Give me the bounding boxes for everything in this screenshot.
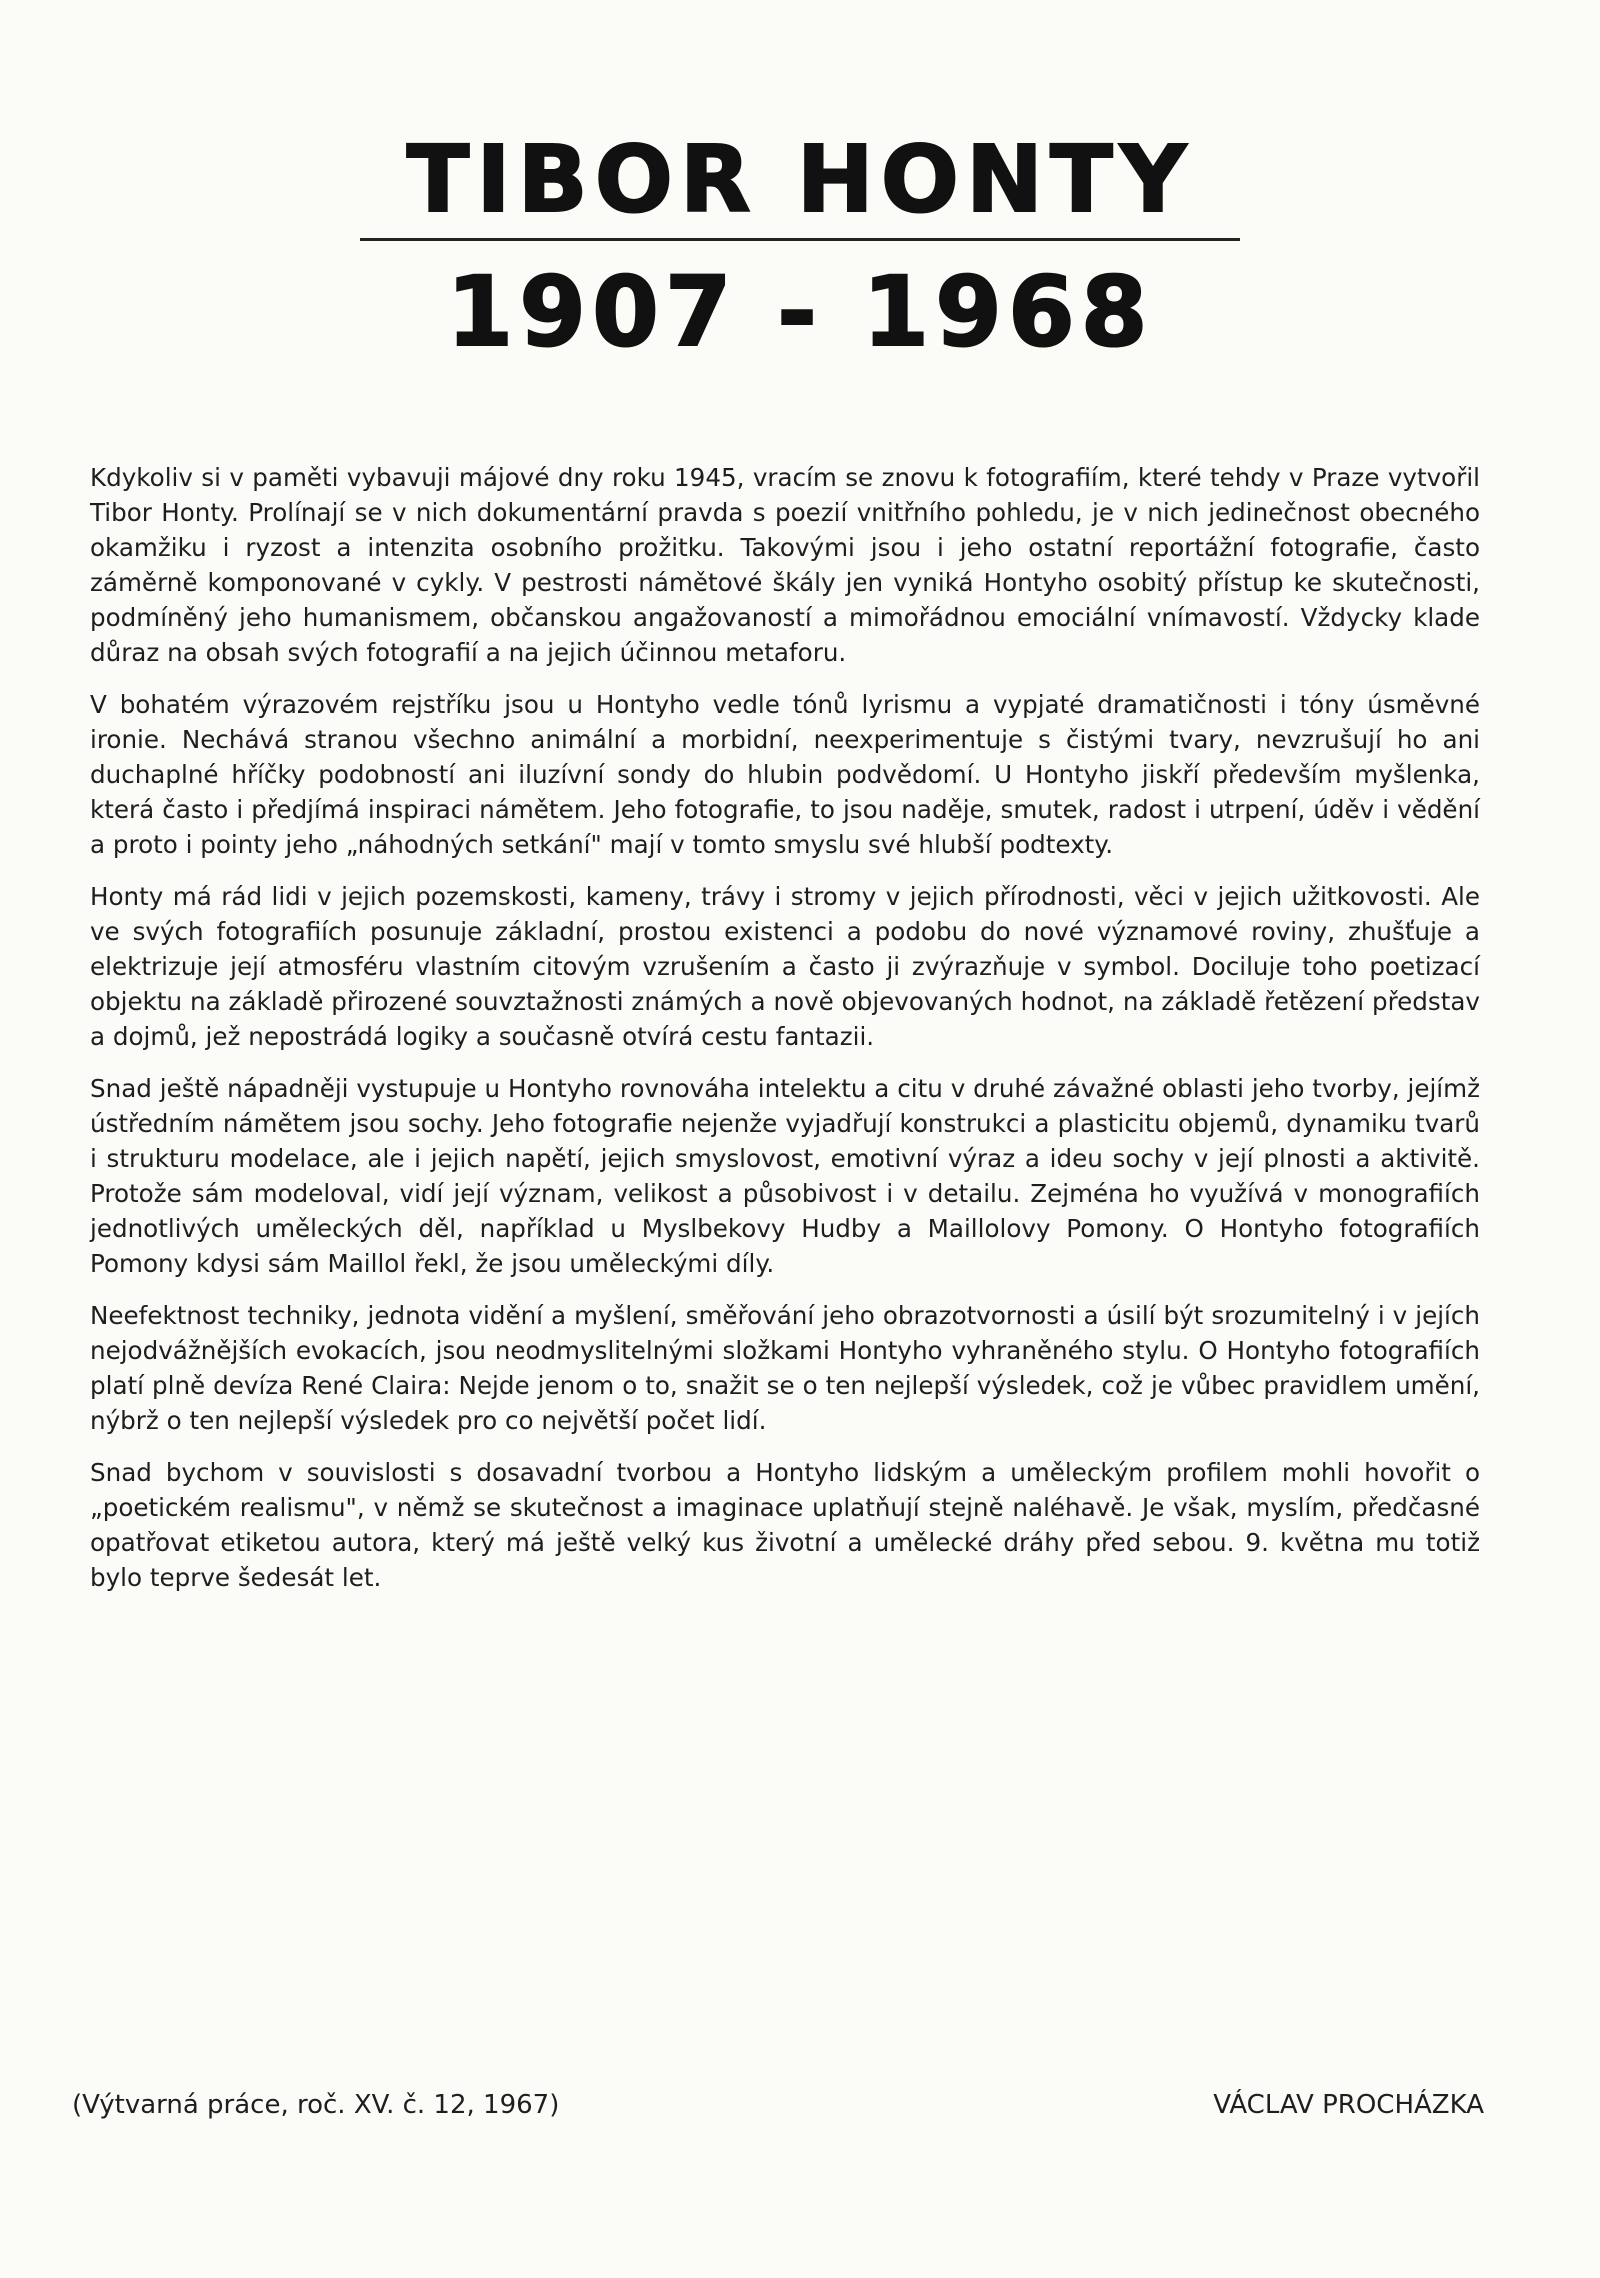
paragraph-6: Snad bychom v souvislosti s dosavadní tvorbou a Hontyho lidským a uměleckým profilem mohli hovořit o „poetickém realismu", v němž se skutečnost a imaginace uplatňují stejně naléhavě. Je však, myslím, předčasné opatřovat etiketou autora, který má ještě velký kus životní a umělecké dráhy před sebou. 9. května mu totiž bylo teprve šedesát let. [90, 1458, 1480, 1592]
paragraph-4: Snad ještě nápadněji vystupuje u Hontyho rovnováha intelektu a citu v druhé závažné oblasti jeho tvorby, jejímž ústředním námětem jsou sochy. Jeho fotografie nejenže vyjadřují konstrukci a plasticitu objemů, dynamiku tvarů i strukturu modelace, ale i jejich napětí, jejich smyslovost, emotivní výraz a ideu sochy v její plnosti a aktivitě. Protože sám modeloval, vidí její význam, velikost a působivost i v detailu. Zejména ho využívá v monografiích jednotlivých uměleckých děl, například u Myslbekovy Hudby a Maillolovy Pomony. O Hontyho fotografiích Pomony kdysi sám Maillol řekl, že jsou uměleckými díly. [90, 1074, 1480, 1278]
title-years: 1907 - 1968 [446, 256, 1154, 368]
article-body [90, 460, 1480, 1612]
paragraph-2: V bohatém výrazovém rejstříku jsou u Hontyho vedle tónů lyrismu a vypjaté dramatičnosti i tóny úsměvné ironie. Nechává stranou všechno animální a morbidní, neexperimentuje s čistými tvary, nevzrušují ho ani duchaplné hříčky podobností ani iluzívní sondy do hlubin podvědomí. U Hontyho jiskří především myšlenka, která často i předjímá inspiraci námětem. Jeho fotografie, to jsou naděje, smutek, radost i utrpení, úděv i vědění a proto i pointy jeho „náhodných setkání" mají v tomto smyslu své hlubší podtexty. [90, 690, 1480, 859]
paragraph-5: Neefektnost techniky, jednota vidění a myšlení, směřování jeho obrazotvornosti a úsilí být srozumitelný i v jejích nejodvážnějších evokacích, jsou neodmyslitelnými složkami Hontyho vyhraněného stylu. O Hontyho fotografiích platí plně devíza René Claira: Nejde jenom o to, snažit se o ten nejlepší výsledek, což je vůbec pravidlem umění, nýbrž o ten nejlepší výsledek pro co největší počet lidí. [90, 1301, 1480, 1435]
title-name: TIBOR HONTY [406, 126, 1194, 233]
author-name: VÁCLAV PROCHÁZKA [1213, 2090, 1484, 2120]
title-block [360, 126, 1240, 368]
footer [72, 2090, 1484, 2120]
source-citation: (Výtvarná práce, roč. XV. č. 12, 1967) [72, 2090, 560, 2120]
title-divider [360, 238, 1240, 241]
paragraph-1: Kdykoliv si v paměti vybavuji májové dny roku 1945, vracím se znovu k fotografiím, které tehdy v Praze vytvořil Tibor Honty. Prolínají se v nich dokumentární pravda s poezií vnitřního pohledu, je v nich jedinečnost obecného okamžiku i ryzost a intenzita osobního prožitku. Takovými jsou i jeho ostatní reportážní fotografie, často záměrně komponované v cykly. V pestrosti námětové škály jen vyniká Hontyho osobitý přístup ke skutečnosti, podmíněný jeho humanismem, občanskou angažovaností a mimořádnou emociální vnímavostí. Vždycky klade důraz na obsah svých fotografií a na jejich účinnou metaforu. [90, 463, 1480, 667]
paragraph-3: Honty má rád lidi v jejich pozemskosti, kameny, trávy i stromy v jejich přírodnosti, věci v jejich užitkovosti. Ale ve svých fotografiích posunuje základní, prostou existenci a podobu do nové významové roviny, zhušťuje a elektrizuje její atmosféru vlastním citovým vzrušením a často ji zvýrazňuje v symbol. Dociluje toho poetizací objektu na základě přirozené souvztažnosti známých a nově objevovaných hodnot, na základě řetězení představ a dojmů, jež nepostrádá logiky a současně otvírá cestu fantazii. [90, 882, 1480, 1051]
